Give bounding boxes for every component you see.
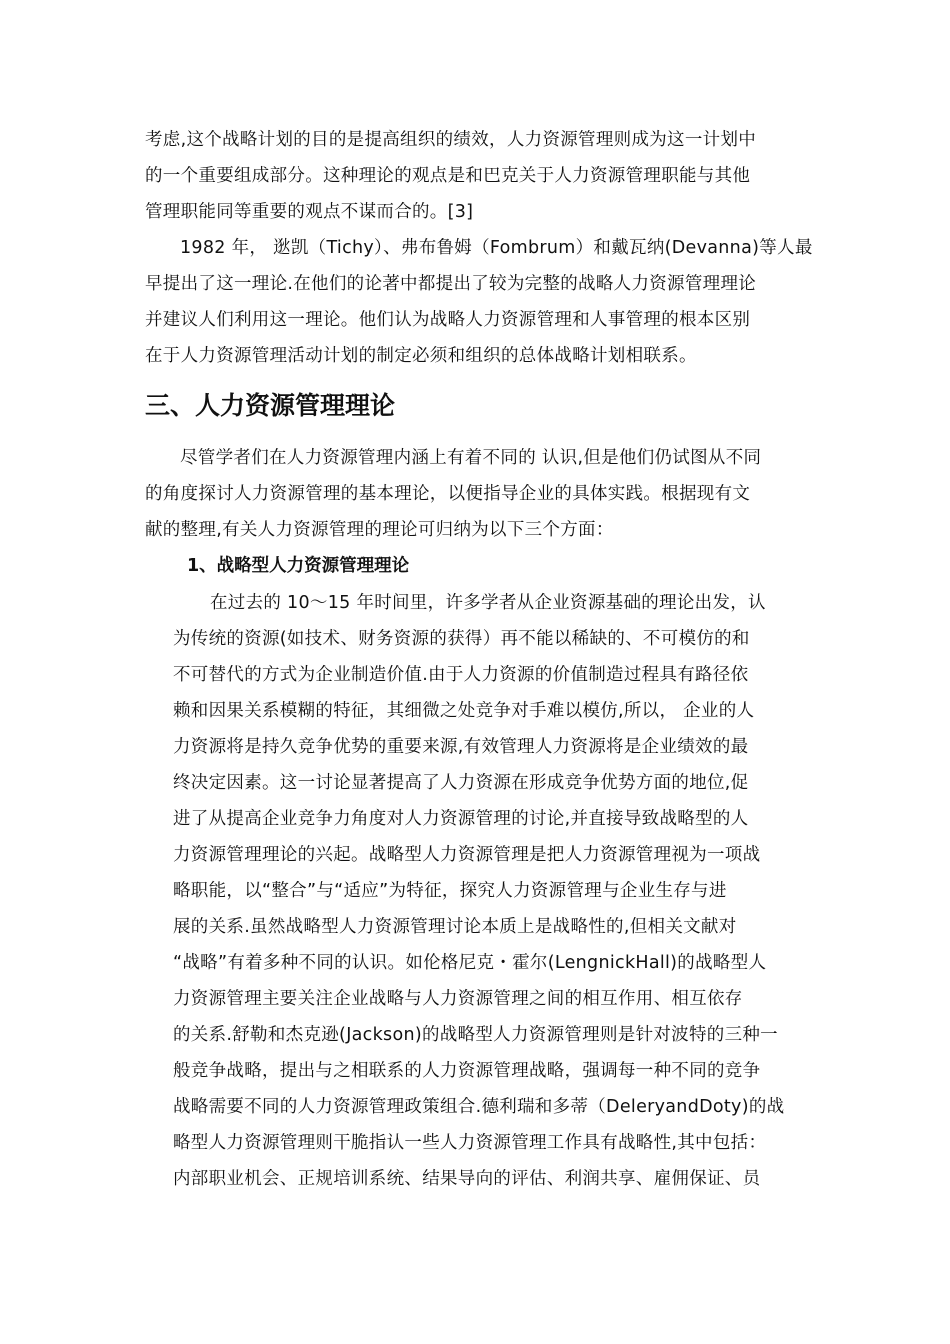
paragraph-4-line: “战略”有着多种不同的认识。如伦格尼克・霍尔(LengnickHall)的战略型人 xyxy=(173,953,767,973)
paragraph-4-line: 内部职业机会、正规培训系统、结果导向的评估、利润共享、雇佣保证、员 xyxy=(173,1169,761,1189)
paragraph-4-line: 力资源管理理论的兴起。战略型人力资源管理是把人力资源管理视为一项战 xyxy=(173,845,761,865)
paragraph-4-line: 为传统的资源(如技术、财务资源的获得）再不能以稀缺的、不可模仿的和 xyxy=(173,629,750,649)
paragraph-4-line: 赖和因果关系模糊的特征，其细微之处竞争对手难以模仿,所以， 企业的人 xyxy=(173,701,755,721)
paragraph-4-line: 进了从提高企业竞争力角度对人力资源管理的讨论,并直接导致战略型的人 xyxy=(173,809,749,829)
paragraph-4-line: 战略需要不同的人力资源管理政策组合.德利瑞和多蒂（DeleryandDoty)的战 xyxy=(173,1097,785,1117)
paragraph-4-line: 般竞争战略，提出与之相联系的人力资源管理战略，强调每一种不同的竞争 xyxy=(173,1061,761,1081)
paragraph-2-line: 在于人力资源管理活动计划的制定必须和组织的总体战略计划相联系。 xyxy=(145,346,697,366)
section-heading: 三、人力资源管理理论 xyxy=(145,391,396,420)
paragraph-2-line: 并建议人们利用这一理论。他们认为战略人力资源管理和人事管理的根本区别 xyxy=(145,310,751,330)
paragraph-3-line: 的角度探讨人力资源管理的基本理论，以便指导企业的具体实践。根据现有文 xyxy=(145,484,751,504)
paragraph-4-line: 在过去的 10～15 年时间里，许多学者从企业资源基础的理论出发，认 xyxy=(210,593,766,613)
paragraph-3-line: 献的整理,有关人力资源管理的理论可归纳为以下三个方面： xyxy=(145,520,614,540)
paragraph-1-line: 的一个重要组成部分。这种理论的观点是和巴克关于人力资源管理职能与其他 xyxy=(145,166,751,186)
paragraph-2-line: 1982 年， 逖凯（Tichy）、弗布鲁姆（Fombrum）和戴瓦纳(Devanna)等人最 xyxy=(180,238,813,258)
paragraph-1-line: 考虑,这个战略计划的目的是提高组织的绩效，人力资源管理则成为这一计划中 xyxy=(145,130,757,150)
paragraph-4-line: 略职能，以“整合”与“适应”为特征，探究人力资源管理与企业生存与进 xyxy=(173,881,727,901)
paragraph-4-line: 略型人力资源管理则干脆指认一些人力资源管理工作具有战略性,其中包括： xyxy=(173,1133,767,1153)
paragraph-1-line: 管理职能同等重要的观点不谋而合的。[3] xyxy=(145,202,474,222)
paragraph-3-line: 尽管学者们在人力资源管理内涵上有着不同的 认识,但是他们仍试图从不同 xyxy=(180,448,762,468)
paragraph-4-line: 展的关系.虽然战略型人力资源管理讨论本质上是战略性的,但相关文献对 xyxy=(173,917,737,937)
subsection-heading: 1、战略型人力资源管理理论 xyxy=(187,556,410,576)
paragraph-4-line: 力资源将是持久竞争优势的重要来源,有效管理人力资源将是企业绩效的最 xyxy=(173,737,749,757)
paragraph-4-line: 不可替代的方式为企业制造价值.由于人力资源的价值制造过程具有路径依 xyxy=(173,665,749,685)
paragraph-4-line: 力资源管理主要关注企业战略与人力资源管理之间的相互作用、相互依存 xyxy=(173,989,743,1009)
paragraph-4-line: 的关系.舒勒和杰克逊(Jackson)的战略型人力资源管理则是针对波特的三种一 xyxy=(173,1025,778,1045)
paragraph-4-line: 终决定因素。这一讨论显著提高了人力资源在形成竞争优势方面的地位,促 xyxy=(173,773,749,793)
paragraph-2-line: 早提出了这一理论.在他们的论著中都提出了较为完整的战略人力资源管理理论 xyxy=(145,274,757,294)
